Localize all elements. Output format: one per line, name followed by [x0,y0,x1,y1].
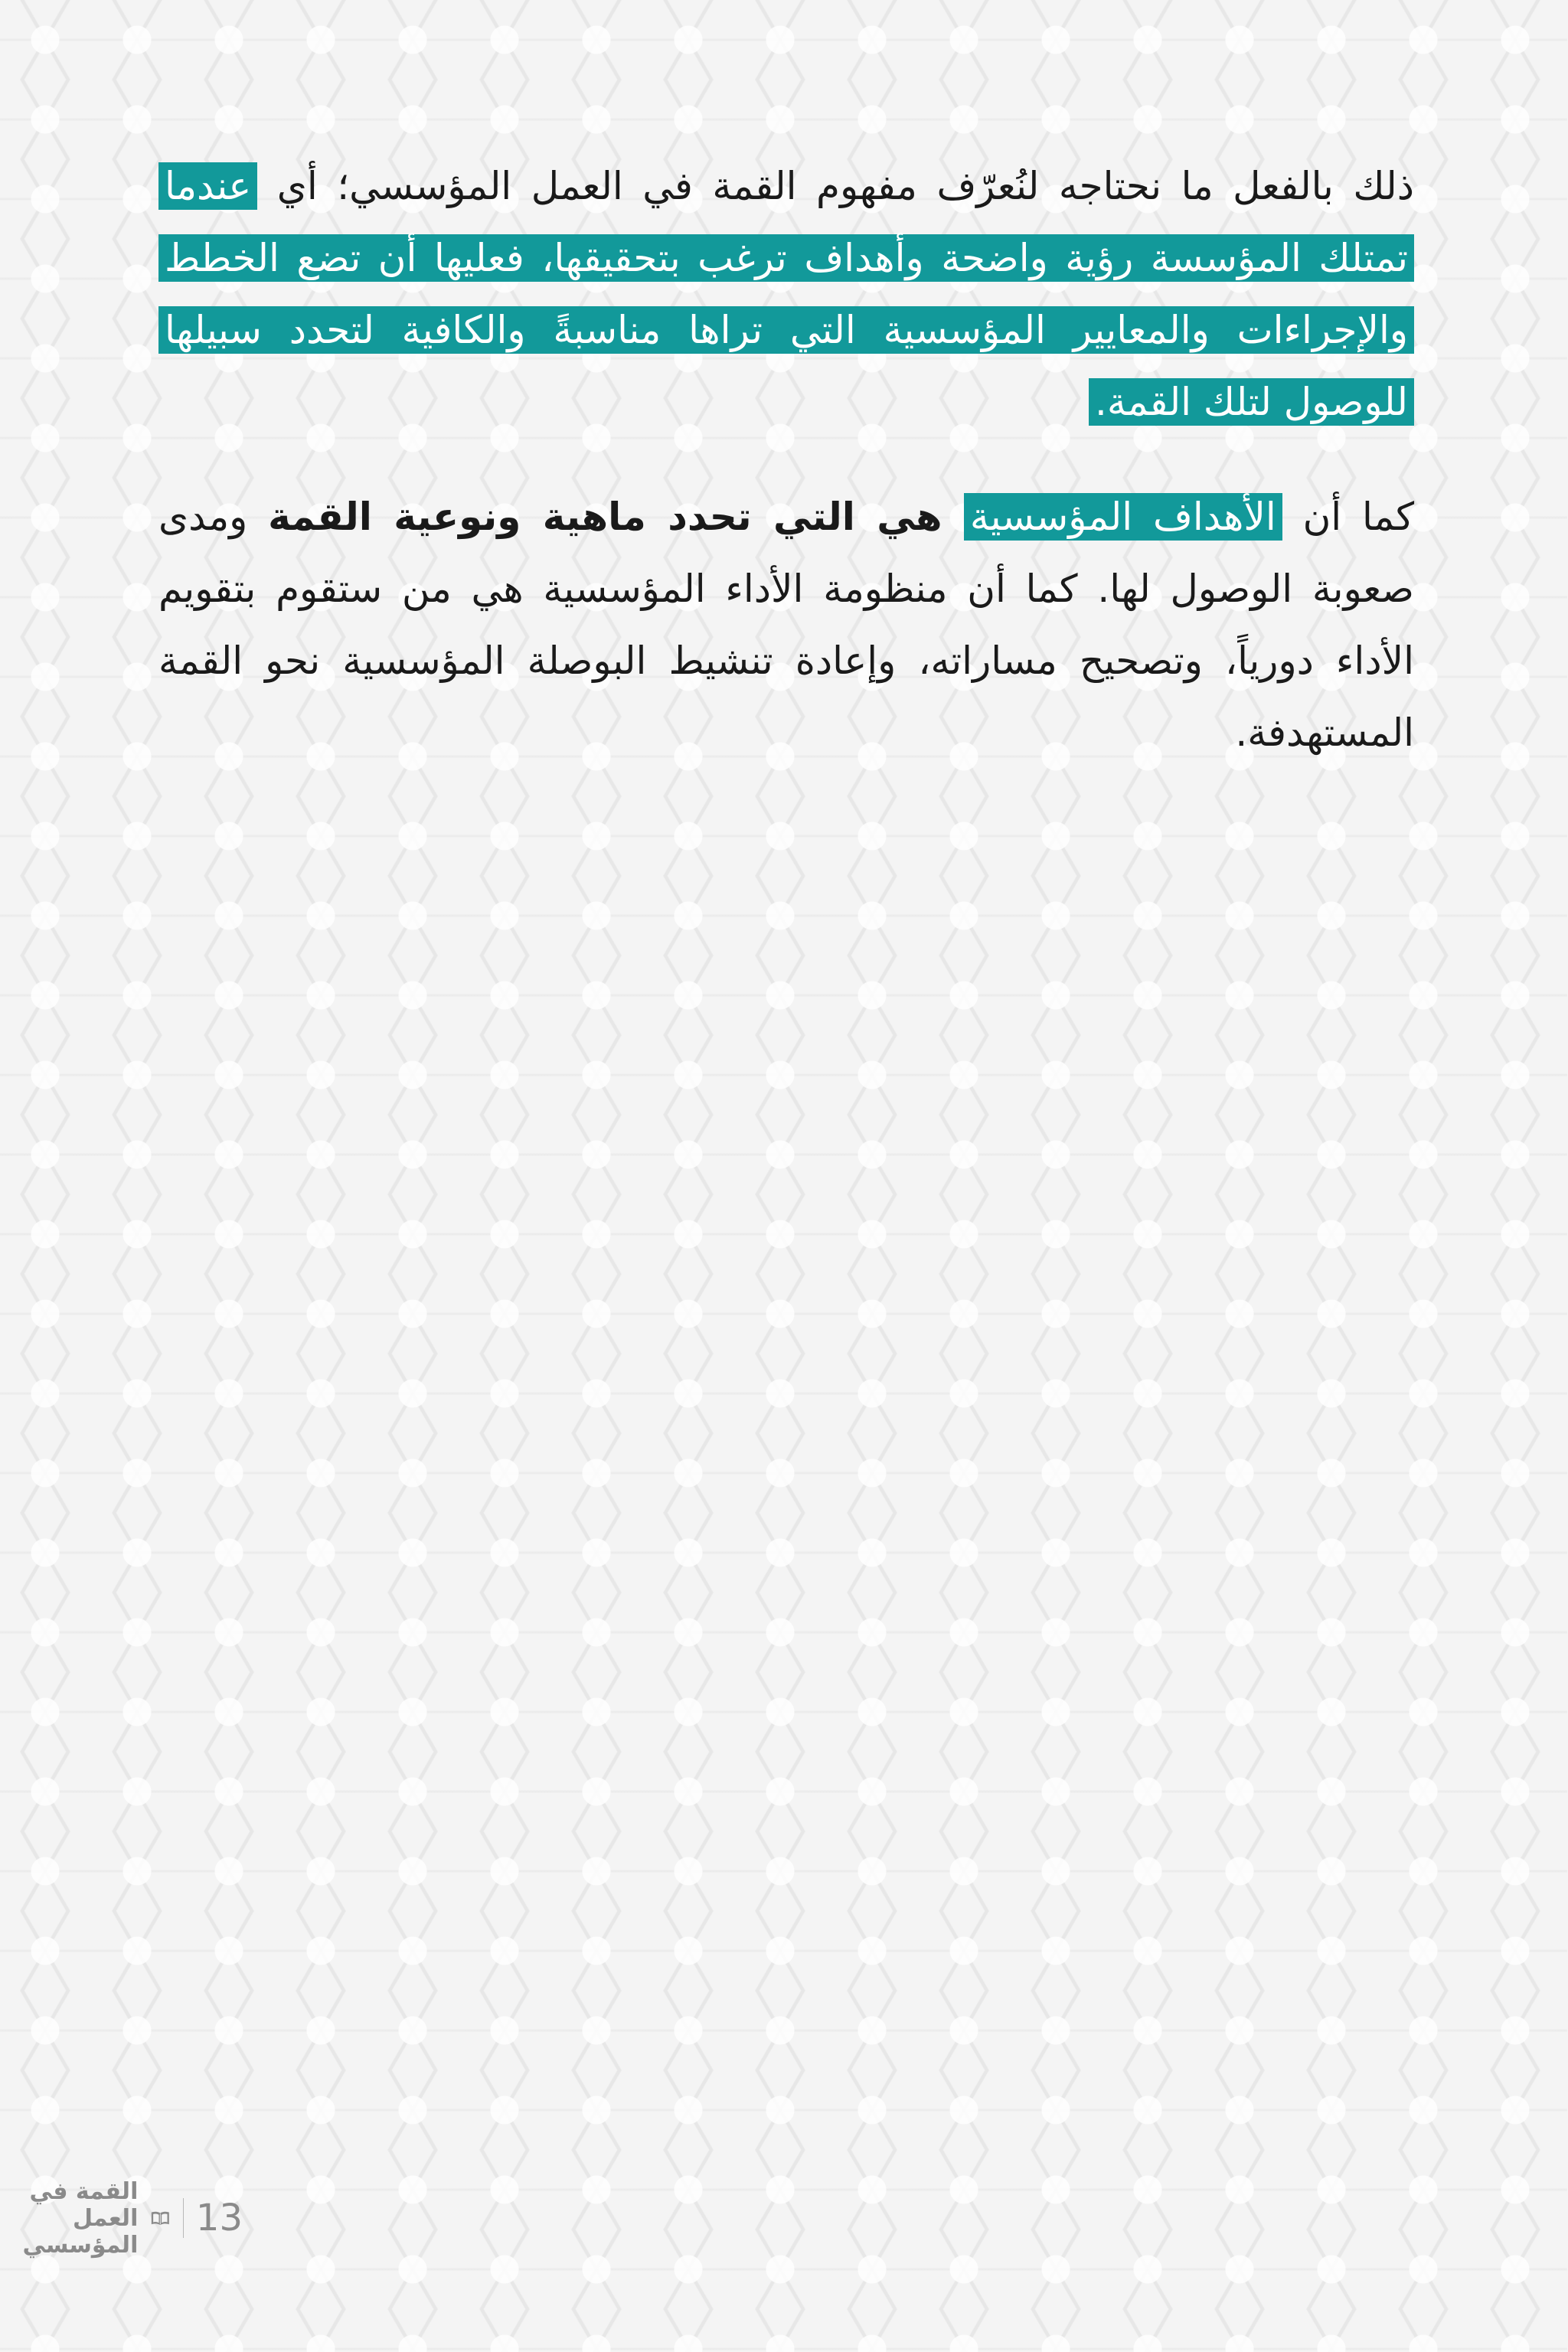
paragraph-2-bold: هي التي تحدد ماهية ونوعية القمة [269,495,965,539]
paragraph-2-text-end: ومدى صعوبة الوصول لها. كما أن منظومة الأداء المؤسسية هي من ستقوم بتقويم الأداء دورياً، وتصحيح مساراته، وإعادة تنشيط البوصلة المؤسسية نحو القمة المستهدفة. [159,495,1415,755]
page-number: 13 [196,2197,243,2239]
footer-book-title: القمة في العمل المؤسسي [23,2177,139,2259]
paragraph-2 [159,481,1415,769]
paragraph-2-text-start: كما أن [1282,495,1416,539]
paragraph-1-highlight: عندما تمتلك المؤسسة رؤية واضحة وأهداف ترغب بتحقيقها، فعليها أن تضع الخطط والإجراءات والمعايير المؤسسية التي تراها مناسبةً والكافية لتحدد سبيلها للوصول لتلك القمة. [159,162,1415,426]
footer-divider [184,2198,185,2238]
book-icon [151,2201,172,2235]
paragraph-1 [159,150,1415,438]
page-footer [0,2177,243,2259]
paragraph-1-text: ذلك بالفعل ما نحتاجه لنُعرّف مفهوم القمة في العمل المؤسسي؛ أي [258,164,1415,208]
paragraph-2-highlight: الأهداف المؤسسية [965,493,1283,541]
